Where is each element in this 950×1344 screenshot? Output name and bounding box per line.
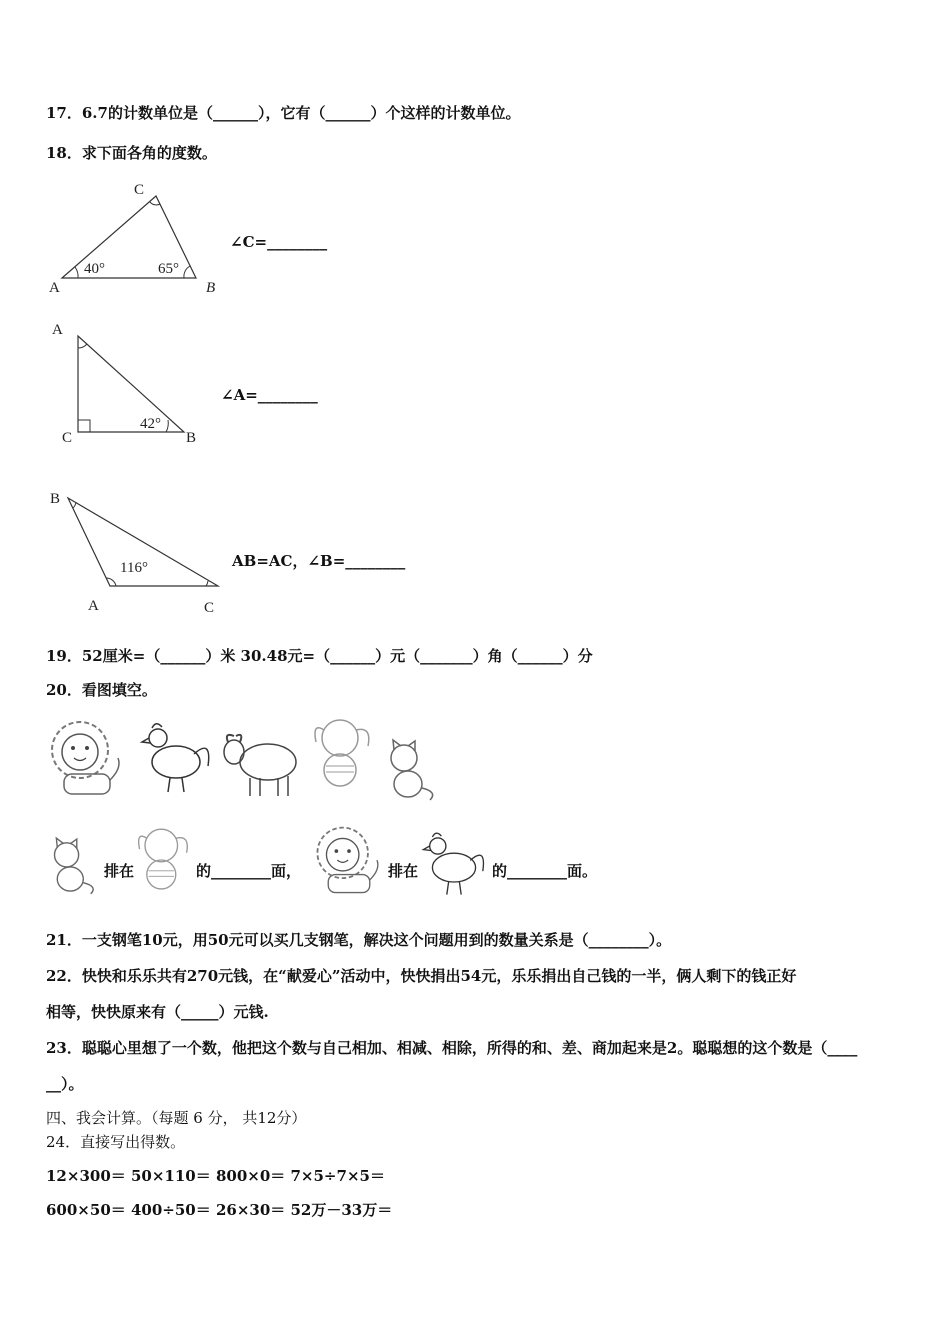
question-20-title: 20．看图填空。 bbox=[46, 681, 157, 699]
puppy-small-icon bbox=[134, 822, 194, 902]
triangle-3-vertex-b: B bbox=[50, 491, 61, 507]
lion-small-icon bbox=[312, 824, 386, 902]
puppy-icon bbox=[310, 712, 376, 800]
triangle-1-vertex-c: C bbox=[134, 182, 145, 198]
triangle-2-angle-b: 42° bbox=[140, 416, 161, 432]
question-24-title: 24．直接写出得数。 bbox=[46, 1133, 186, 1151]
triangle-2-answer: ∠A=________ bbox=[221, 386, 318, 404]
section-4-heading: 四、我会计算。（每题 6 分， 共12分） bbox=[46, 1109, 307, 1127]
triangle-3-vertex-a: A bbox=[88, 598, 99, 614]
triangle-2-vertex-b: B bbox=[186, 430, 197, 446]
sheep-icon bbox=[220, 728, 300, 806]
question-22-line-1: 22．快快和乐乐共有270元钱，在“献爱心”活动中，快快捐出54元，乐乐捐出自己钱的一半，俩人剩下的钱正好 bbox=[46, 967, 797, 985]
kitten-small-icon bbox=[48, 836, 100, 900]
triangle-1-vertex-a: A bbox=[49, 280, 60, 296]
fill-text-4: 的________面。 bbox=[492, 862, 598, 880]
triangle-3-figure bbox=[46, 486, 236, 621]
triangle-3-answer: AB=AC，∠B=________ bbox=[232, 552, 406, 570]
question-23-line-1: 23．聪聪心里想了一个数，他把这个数与自己相加、相减、相除，所得的和、差、商加起来是2。聪聪想的这个数是（____ bbox=[46, 1039, 858, 1057]
fill-text-1: 排在 bbox=[104, 862, 135, 880]
triangle-3-angle-a: 116° bbox=[120, 560, 148, 576]
question-18-title: 18．求下面各角的度数。 bbox=[46, 144, 217, 162]
triangle-2-vertex-a: A bbox=[52, 322, 63, 338]
question-17: 17．6.7的计数单位是（______），它有（______）个这样的计数单位。 bbox=[46, 104, 521, 122]
fill-text-3: 排在 bbox=[388, 862, 419, 880]
rooster-icon bbox=[136, 718, 216, 802]
triangle-1-vertex-b: B bbox=[206, 280, 216, 296]
rooster-small-icon bbox=[418, 828, 490, 904]
triangle-2-vertex-c: C bbox=[62, 430, 73, 446]
question-23-line-2: __）。 bbox=[46, 1075, 84, 1093]
question-21: 21．一支钢笔10元，用50元可以买几支钢笔，解决这个问题用到的数量关系是（________）。 bbox=[46, 931, 672, 949]
triangle-1-angle-b: 65° bbox=[158, 261, 179, 277]
fill-text-2: 的________面， bbox=[196, 862, 302, 880]
kitten-icon bbox=[384, 738, 440, 806]
triangle-1-angle-a: 40° bbox=[84, 261, 105, 277]
triangle-3-vertex-c: C bbox=[204, 600, 215, 616]
calc-row-2: 600×50＝ 400÷50＝ 26×30＝ 52万－33万＝ bbox=[46, 1201, 393, 1219]
triangle-1-answer: ∠C=________ bbox=[230, 233, 328, 251]
question-22-line-2: 相等，快快原来有（_____）元钱. bbox=[46, 1003, 269, 1021]
calc-row-1: 12×300＝ 50×110＝ 800×0＝ 7×5÷7×5＝ bbox=[46, 1167, 385, 1185]
lion-icon bbox=[46, 718, 128, 804]
triangle-1-figure bbox=[44, 178, 224, 298]
question-19: 19．52厘米=（______）米 30.48元=（______）元（_______）角（______）分 bbox=[46, 647, 593, 665]
triangle-2-figure bbox=[46, 318, 216, 448]
